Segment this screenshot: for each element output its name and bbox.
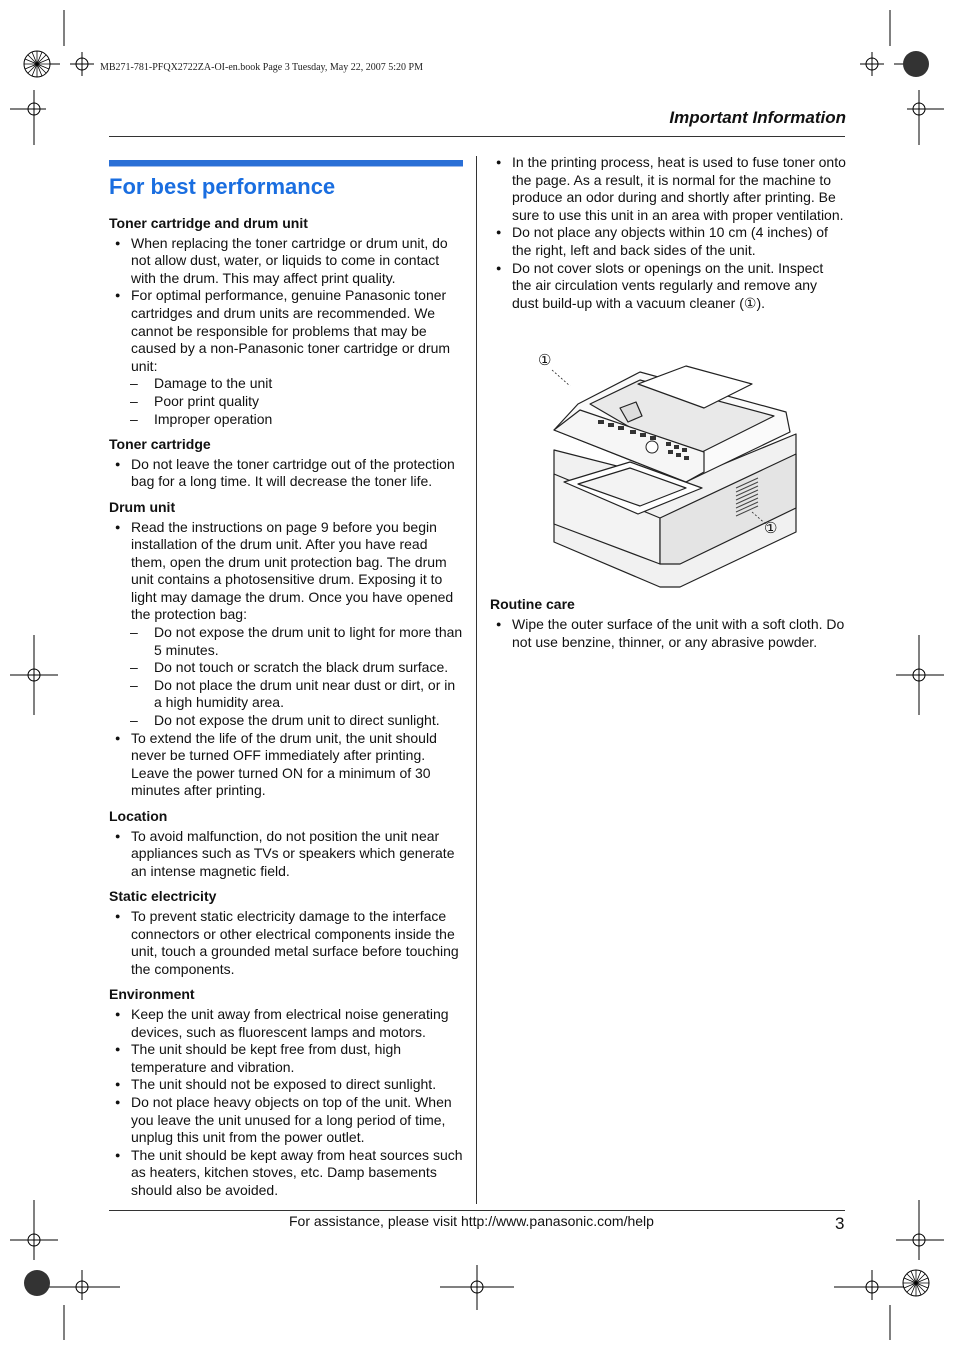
section-heading: Toner cartridge and drum unit [109,215,308,231]
bullet-item: ● Read the instructions on page 9 before you begin installation of the drum unit. After you have read them, open the drum unit protection bag. The drum unit contains a photosensitive drum. Exposing it to light may damage the drum. Once you have opened the protection bag: [109,519,463,625]
bullet-item: ● The unit should be kept away from heat sources such as heaters, kitchen stoves, etc. Damp basements should also be avoided. [109,1147,463,1200]
routine-care-heading: Routine care [490,596,575,613]
callout-vent-top: ① [538,352,552,370]
page-number: 3 [835,1214,845,1233]
dash-item: – Poor print quality [109,393,463,411]
print-info-line: MB271-781-PFQX2722ZA-OI-en.book Page 3 Tuesday, May 22, 2007 5:20 PM [100,62,423,73]
title-bar [109,160,463,167]
header-rule [109,136,845,137]
section-heading: Drum unit [109,498,176,515]
right-bullet-list [490,154,846,312]
dash-item: – Do not touch or scratch the black drum surface. [109,659,463,677]
left-column [109,160,463,1207]
left-sections [109,215,463,1199]
content-section [109,436,463,491]
content-section [109,986,463,1199]
content-section [109,499,463,800]
bullet-item: ● The unit should be kept free from dust, high temperature and vibration. [109,1041,463,1076]
column-divider [476,156,477,1204]
header-section-title: Important Information [669,108,846,127]
right-column [490,154,846,659]
printer-illustration [490,322,846,590]
dash-item: – Damage to the unit [109,375,463,393]
bullet-item: ● To avoid malfunction, do not position the unit near appliances such as TVs or speakers which generate an intense magnetic field. [109,828,463,881]
footer-rule [109,1210,845,1211]
content-section [109,808,463,880]
routine-care-section [490,596,846,651]
section-heading: Static electricity [109,888,217,905]
bullet-item: ● Do not place heavy objects on top of the unit. When you leave the unit unused for a long period of time, unplug this unit from the power outlet. [109,1094,463,1147]
callout-vent-side: ① [764,520,778,538]
dash-item: – Do not place the drum unit near dust or dirt, or in a high humidity area. [109,677,463,712]
bullet-item: ● To prevent static electricity damage to the interface connectors or other electrical components inside the unit, touch a grounded metal surface before touching the components. [109,908,463,978]
dash-item: – Do not expose the drum unit to light for more than 5 minutes. [109,624,463,659]
bullet-item: ● To extend the life of the drum unit, the unit should never be turned OFF immediately after printing. Leave the power turned ON for a minimum of 30 minutes after printing. [109,730,463,800]
bullet-item: ● Do not cover slots or openings on the unit. Inspect the air circulation vents regularly and remove any dust build-up with a vacuum cleaner (①). [490,260,846,313]
section-heading: Environment [109,986,195,1003]
routine-care-list [490,616,846,651]
section-heading: Toner cartridge [109,436,211,453]
content-section [109,888,463,978]
page-title: For best performance [109,174,336,199]
dash-item: – Improper operation [109,411,463,429]
bullet-item: ● When replacing the toner cartridge or drum unit, do not allow dust, water, or liquids to come in contact with the drum. This may affect print quality. [109,235,463,288]
dash-item: – Do not expose the drum unit to direct sunlight. [109,712,463,730]
content-section [109,215,463,428]
section-heading: Location [109,808,168,824]
footer-help-text: For assistance, please visit http://www.panasonic.com/help [289,1213,654,1229]
bullet-item: ● For optimal performance, genuine Panasonic toner cartridges and drum units are recommended. We cannot be responsible for problems that may be caused by a non-Panasonic toner cartridge or drum unit: [109,287,463,375]
bullet-item: ● Wipe the outer surface of the unit with a soft cloth. Do not use benzine, thinner, or any abrasive powder. [490,616,846,651]
bullet-item: ● The unit should not be exposed to direct sunlight. [109,1076,463,1094]
bullet-item: ● In the printing process, heat is used to fuse toner onto the page. As a result, it is normal for the machine to produce an odor during and shortly after printing. Be sure to use this unit in an area with proper ventilation. [490,154,846,224]
bullet-item: ● Keep the unit away from electrical noise generating devices, such as fluorescent lamps and motors. [109,1006,463,1041]
bullet-item: ● Do not leave the toner cartridge out of the protection bag for a long time. It will decrease the toner life. [109,456,463,491]
bullet-item: ● Do not place any objects within 10 cm (4 inches) of the right, left and back sides of the unit. [490,224,846,259]
